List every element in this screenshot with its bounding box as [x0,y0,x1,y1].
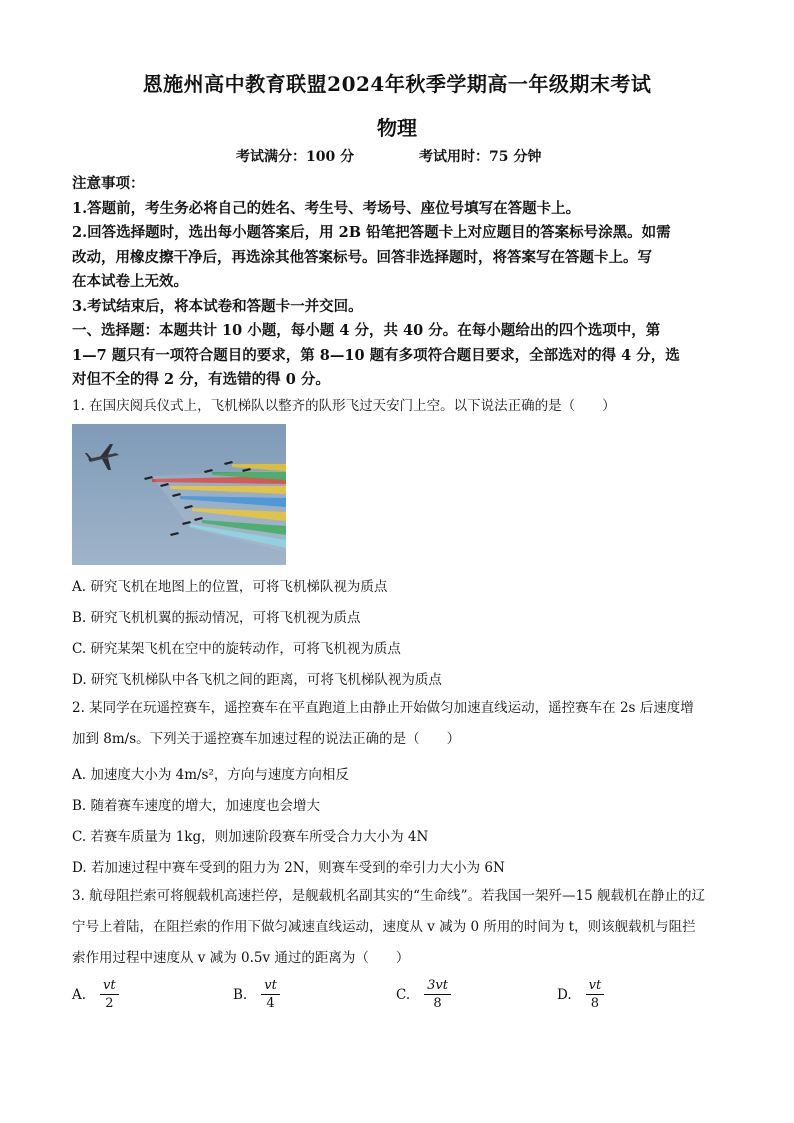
section1-line-3: 对但不全的得 2 分，有选错的得 0 分。 [72,371,330,388]
notice-item-2-line-3: 在本试卷上无效。 [72,273,188,290]
fraction [424,978,451,1011]
q1-stem: 1. 在国庆阅兵仪式上，飞机梯队以整齐的队形飞过天安门上空。以下说法正确的是（ ） [72,398,616,414]
q1-option-c: C. 研究某架飞机在空中的旋转动作，可将飞机视为质点 [72,641,401,657]
notice-item-2-line-2: 改动，用橡皮擦干净后，再选涂其他答案标号。回答非选择题时，将答案写在答题卡上。写 [72,248,652,266]
fraction [100,978,119,1011]
q1-option-d: D. 研究飞机梯队中各飞机之间的距离，可将飞机梯队视为质点 [72,672,442,688]
fraction [261,978,280,1011]
formation-flight-photo [72,424,286,565]
q3-option-a [72,978,119,1011]
section1-line-2: 1—7 题只有一项符合题目的要求，第 8—10 题有多项符合题目要求，全部选对的得 4 分，选 [72,346,680,364]
q3-stem-line-1: 3. 航母阻拦索可将舰载机高速拦停，是舰载机名副其实的“生命线”。若我国一架歼—15 舰载机在静止的辽 [72,888,705,904]
q3-option-b [233,978,280,1011]
numerator: 3vt [424,978,451,995]
option-label: B. [233,986,248,1003]
numerator: vt [100,978,119,995]
notice-item-2-line-1: 2.回答选择题时，选出每小题答案后，用 2B 铅笔把答题卡上对应题目的答案标号涂黑。如需 [72,224,671,241]
q3-option-d [557,978,604,1011]
section1-line-1: 一、选择题：本题共计 10 小题，每小题 4 分，共 40 分。在每小题给出的四个选项中，第 [72,322,661,339]
exam-title: 恩施州高中教育联盟2024年秋季学期高一年级期末考试 [142,72,652,96]
option-label: C. [396,986,411,1003]
q2-option-d: D. 若加速过程中赛车受到的阻力为 2N，则赛车受到的牵引力大小为 6N [72,860,505,876]
q3-stem [72,881,724,974]
numerator: vt [586,978,605,995]
q1-option-a: A. 研究飞机在地图上的位置，可将飞机梯队视为质点 [72,579,388,595]
notice-item-3: 3.考试结束后，将本试卷和答题卡一并交回。 [72,297,363,315]
denominator: 8 [433,996,442,1011]
option-label: D. [557,986,572,1003]
q2-option-a: A. 加速度大小为 4m/s²，方向与速度方向相反 [72,767,349,783]
exam-time: 考试用时：75 分钟 [418,149,542,165]
subject-title: 物理 [377,116,417,140]
notice-block [72,172,722,393]
q2-stem-line-1: 2. 某同学在玩遥控赛车，遥控赛车在平直跑道上由静止开始做匀加速直线运动，遥控赛车在 2s 后速度增 [72,700,694,716]
denominator: 2 [105,996,114,1011]
notice-item-1: 1.答题前，考生务必将自己的姓名、考生号、考场号、座位号填写在答题卡上。 [72,199,581,217]
q3-option-c [396,978,451,1011]
option-label: A. [72,986,87,1003]
q3-stem-line-2: 宁号上着陆，在阻拦索的作用下做匀减速直线运动，速度从 v 减为 0 所用的时间为 t，则该舰载机与阻拦 [72,919,696,935]
denominator: 8 [590,996,600,1011]
fraction [586,978,605,1011]
q2-option-b: B. 随着赛车速度的增大，加速度也会增大 [72,798,321,814]
notice-heading: 注意事项： [72,175,145,192]
denominator: 4 [266,996,275,1011]
q2-stem-line-2: 加到 8m/s。下列关于遥控赛车加速过程的说法正确的是（ ） [72,731,461,747]
q1-option-b: B. 研究飞机机翼的振动情况，可将飞机视为质点 [72,610,361,626]
full-score: 考试满分：100 分 [236,149,355,165]
exam-meta [236,146,541,166]
q2-option-c: C. 若赛车质量为 1kg，则加速阶段赛车所受合力大小为 4N [72,829,429,845]
numerator: vt [261,978,280,995]
photo-svg [72,424,286,565]
q2-stem [72,693,724,755]
q3-stem-line-3: 索作用过程中速度从 v 减为 0.5v 通过的距离为（ ） [72,950,410,966]
